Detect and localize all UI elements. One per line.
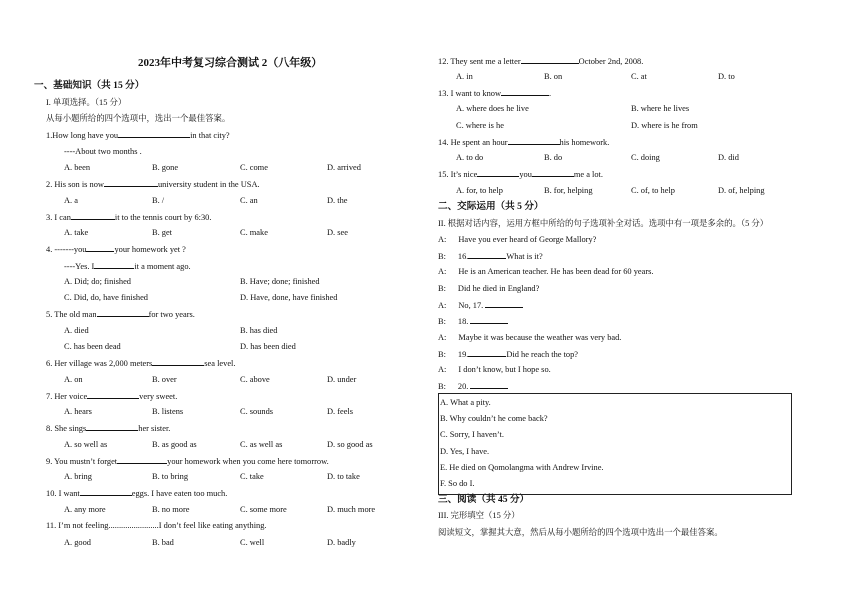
q12-option-b[interactable]: B. on (544, 72, 563, 81)
page-title: 2023年中考复习综合测试 2（八年级） (138, 57, 323, 69)
q7-option-a[interactable]: A. hears (64, 407, 92, 416)
question-11: 11. I’m not feeling........................I don’t feel like eating anything. (46, 521, 267, 530)
q2-option-a[interactable]: A. a (64, 196, 78, 205)
q13-option-d[interactable]: D. where is he from (631, 121, 698, 130)
box-option-a: A. What a pity. (440, 398, 491, 407)
q12-option-a[interactable]: A. in (456, 72, 473, 81)
q8-option-c[interactable]: C. as well as (240, 440, 283, 449)
q11-option-a[interactable]: A. good (64, 538, 91, 547)
question-13: 13. I want to know . (438, 89, 552, 98)
question-9: 9. You mustn’t forget your homework when you come here tomorrow. (46, 457, 329, 466)
options-box (438, 393, 792, 495)
q9-option-c[interactable]: C. take (240, 472, 264, 481)
q1-option-a[interactable]: A. been (64, 163, 91, 172)
box-option-b: B. Why couldn’t he come back? (440, 414, 548, 423)
section-1-heading: 一、基础知识（共 15 分） (34, 80, 145, 91)
q3-option-b[interactable]: B. get (152, 228, 173, 237)
q11-option-d[interactable]: D. badly (327, 538, 356, 547)
q15-option-b[interactable]: B. for, helping (544, 186, 593, 195)
q5-option-d[interactable]: D. has been died (240, 342, 296, 351)
dialogue-line: B: 16. What is it? (438, 252, 543, 261)
dialogue-line: B: 19. Did he reach the top? (438, 350, 579, 359)
q15-option-a[interactable]: A. for, to help (456, 186, 503, 195)
question-1: 1.How long have you in that city? (46, 131, 230, 140)
q15-option-d[interactable]: D. of, helping (718, 186, 765, 195)
question-1-sub: ----About two months . (64, 147, 142, 156)
dialogue-line: B: 18. (438, 315, 508, 327)
q9-option-b[interactable]: B. to bring (152, 472, 189, 481)
question-3: 3. I can it to the tennis court by 6:30. (46, 213, 212, 222)
box-option-e: E. He died on Qomolangma with Andrew Irvine. (440, 463, 604, 472)
q13-option-c[interactable]: C. where is he (456, 121, 504, 130)
q13-option-a[interactable]: A. where does he live (456, 104, 529, 113)
q9-option-d[interactable]: D. to take (327, 472, 360, 481)
question-10: 10. I want eggs. I have eaten too much. (46, 489, 228, 498)
q3-option-d[interactable]: D. see (327, 228, 348, 237)
q11-option-b[interactable]: B. bad (152, 538, 174, 547)
q8-option-b[interactable]: B. as good as (152, 440, 197, 449)
q12-option-d[interactable]: D. to (718, 72, 735, 81)
q3-option-c[interactable]: C. make (240, 228, 268, 237)
box-option-f: F. So do I. (440, 479, 475, 488)
q14-option-d[interactable]: D. did (718, 153, 739, 162)
section-3-instructions: 阅读短文，掌握其大意，然后从每小题所给的四个选项中选出一个最佳答案。 (438, 528, 723, 537)
q5-option-b[interactable]: B. has died (240, 326, 278, 335)
q7-option-c[interactable]: C. sounds (240, 407, 274, 416)
q1-option-b[interactable]: B. gone (152, 163, 179, 172)
q2-option-d[interactable]: D. the (327, 196, 348, 205)
q9-option-a[interactable]: A. bring (64, 472, 92, 481)
q10-option-c[interactable]: C. some more (240, 505, 287, 514)
q14-option-c[interactable]: C. doing (631, 153, 660, 162)
question-2: 2. His son is now university student in the USA. (46, 180, 260, 189)
dialogue-line: A: Maybe it was because the weather was very bad. (438, 333, 622, 342)
q15-option-c[interactable]: C. of, to help (631, 186, 675, 195)
dialogue-line: B: 20. (438, 380, 508, 392)
q6-option-c[interactable]: C. above (240, 375, 270, 384)
q3-option-a[interactable]: A. take (64, 228, 89, 237)
section-1-instructions: 从每小题所给的四个选项中，选出一个最佳答案。 (46, 114, 231, 123)
q4-option-c[interactable]: C. Did, do, have finished (64, 293, 148, 302)
q14-option-b[interactable]: B. do (544, 153, 563, 162)
q6-option-b[interactable]: B. over (152, 375, 177, 384)
section-2-heading: 二、交际运用（共 5 分） (438, 201, 544, 212)
dialogue-line: A: He is an American teacher. He has been dead for 60 years. (438, 267, 654, 276)
section-3-heading: 三、阅读（共 45 分） (438, 494, 530, 505)
q5-option-c[interactable]: C. has been dead (64, 342, 121, 351)
dialogue-line: A: Have you ever heard of George Mallory? (438, 235, 597, 244)
q5-option-a[interactable]: A. died (64, 326, 89, 335)
section-3-part: III. 完形填空（15 分） (438, 511, 520, 520)
dialogue-line: A: No, 17. (438, 299, 523, 311)
box-option-c: C. Sorry, I haven’t. (440, 430, 504, 439)
q4-option-d[interactable]: D. Have, done, have finished (240, 293, 338, 302)
q12-option-c[interactable]: C. at (631, 72, 647, 81)
question-8: 8. She sings her sister. (46, 424, 171, 433)
q1-option-d[interactable]: D. arrived (327, 163, 361, 172)
question-12: 12. They sent me a letter October 2nd, 2008. (438, 57, 644, 66)
question-14: 14. He spent an hour his homework. (438, 138, 610, 147)
question-4-sub: ----Yes. I it a moment ago. (64, 262, 191, 271)
q8-option-d[interactable]: D. so good as (327, 440, 373, 449)
q2-option-c[interactable]: C. an (240, 196, 258, 205)
q7-option-b[interactable]: B. listens (152, 407, 184, 416)
question-4: 4. -------you your homework yet ? (46, 245, 186, 254)
dialogue-line: B: Did he died in England? (438, 284, 540, 293)
dialogue-line: A: I don’t know, but I hope so. (438, 365, 551, 374)
question-15: 15. It’s nice you me a lot. (438, 170, 603, 179)
q6-option-a[interactable]: A. on (64, 375, 83, 384)
q10-option-d[interactable]: D. much more (327, 505, 376, 514)
q13-option-b[interactable]: B. where he lives (631, 104, 690, 113)
section-1-part: I. 单项选择。（15 分） (46, 98, 127, 107)
q7-option-d[interactable]: D. feels (327, 407, 354, 416)
question-6: 6. Her village was 2,000 meters sea level. (46, 359, 236, 368)
q8-option-a[interactable]: A. so well as (64, 440, 108, 449)
q14-option-a[interactable]: A. to do (456, 153, 484, 162)
q2-option-b[interactable]: B. / (152, 196, 165, 205)
q4-option-a[interactable]: A. Did; do; finished (64, 277, 131, 286)
q4-option-b[interactable]: B. Have; done; finished (240, 277, 320, 286)
question-7: 7. Her voice very sweet. (46, 392, 178, 401)
q1-option-c[interactable]: C. come (240, 163, 268, 172)
question-5: 5. The old man for two years. (46, 310, 195, 319)
box-option-d: D. Yes, I have. (440, 447, 490, 456)
q10-option-a[interactable]: A. any more (64, 505, 106, 514)
q10-option-b[interactable]: B. no more (152, 505, 190, 514)
section-2-instructions: II. 根据对话内容，运用方框中所给的句子选项补全对话。选项中有一项是多余的。（5 分） (438, 219, 769, 228)
q6-option-d[interactable]: D. under (327, 375, 357, 384)
q11-option-c[interactable]: C. well (240, 538, 265, 547)
